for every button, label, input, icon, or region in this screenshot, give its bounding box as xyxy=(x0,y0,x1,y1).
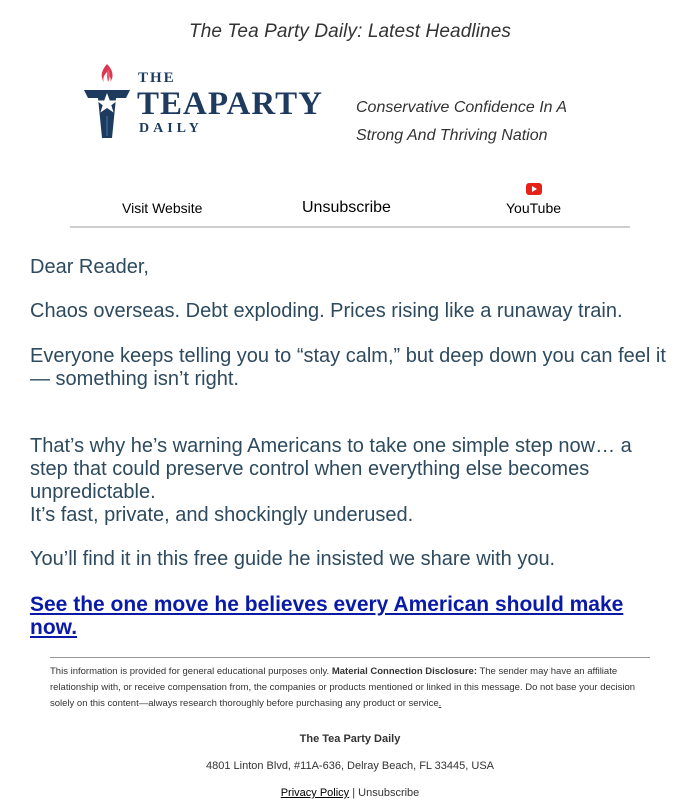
greeting: Dear Reader, xyxy=(30,256,149,278)
visit-website-link[interactable]: Visit Website xyxy=(122,200,203,216)
disclaimer-end: . xyxy=(438,698,442,709)
footer-address: 4801 Linton Blvd, #11A-636, Delray Beach, FL 33445, USA xyxy=(205,760,494,772)
footer-divider xyxy=(50,657,650,658)
youtube-link[interactable]: YouTube xyxy=(506,200,562,216)
footer-separator: | xyxy=(349,787,359,799)
cta-link[interactable]: See the one move he believes every American should make now. xyxy=(30,593,624,639)
disclosure-label: Material Connection Disclosure: xyxy=(331,666,477,677)
paragraph-free-guide: You’ll find it in this free guide he insisted we share with you. xyxy=(30,548,556,570)
paragraph-fast-private: It’s fast, private, and shockingly underused. xyxy=(30,504,414,526)
logo-the: THE xyxy=(138,70,176,86)
paragraph-warning: That’s why he’s warning Americans to take one simple step now… a step that could preserve control when everything else becomes unpredictable. xyxy=(30,435,632,503)
disclaimer-text xyxy=(50,664,650,712)
disclaimer-rest: The sender may have an affiliate relationship with, or receive compensation from, the companies or products mentioned or linked in this message. Do not base your decision solely on this content—always research thoroughly before purchasing any product or service xyxy=(50,666,636,709)
footer-links xyxy=(0,787,700,799)
brand-logo[interactable] xyxy=(82,64,332,142)
torch-star-icon xyxy=(82,64,132,140)
logo-daily: DAILY xyxy=(139,121,203,136)
nav-bar xyxy=(70,178,630,228)
footer-unsubscribe-link[interactable]: Unsubscribe xyxy=(358,787,420,799)
footer-company-name: The Tea Party Daily xyxy=(299,733,401,745)
logo-teaparty: TEAPARTY xyxy=(137,86,323,122)
disclaimer-intro: This information is provided for general educational purposes only. xyxy=(50,666,332,677)
newsletter-title: The Tea Party Daily: Latest Headlines xyxy=(189,21,511,42)
paragraph-chaos: Chaos overseas. Debt exploding. Prices rising like a runaway train. xyxy=(30,300,623,322)
privacy-policy-link[interactable]: Privacy Policy xyxy=(280,787,350,799)
brand-tagline: Conservative Confidence In A Strong And Thriving Nation xyxy=(356,99,567,144)
paragraph-stay-calm: Everyone keeps telling you to “stay calm,” but deep down you can feel it — something isn’t right. xyxy=(30,345,666,390)
youtube-icon[interactable] xyxy=(526,183,542,195)
unsubscribe-link[interactable]: Unsubscribe xyxy=(302,199,391,216)
